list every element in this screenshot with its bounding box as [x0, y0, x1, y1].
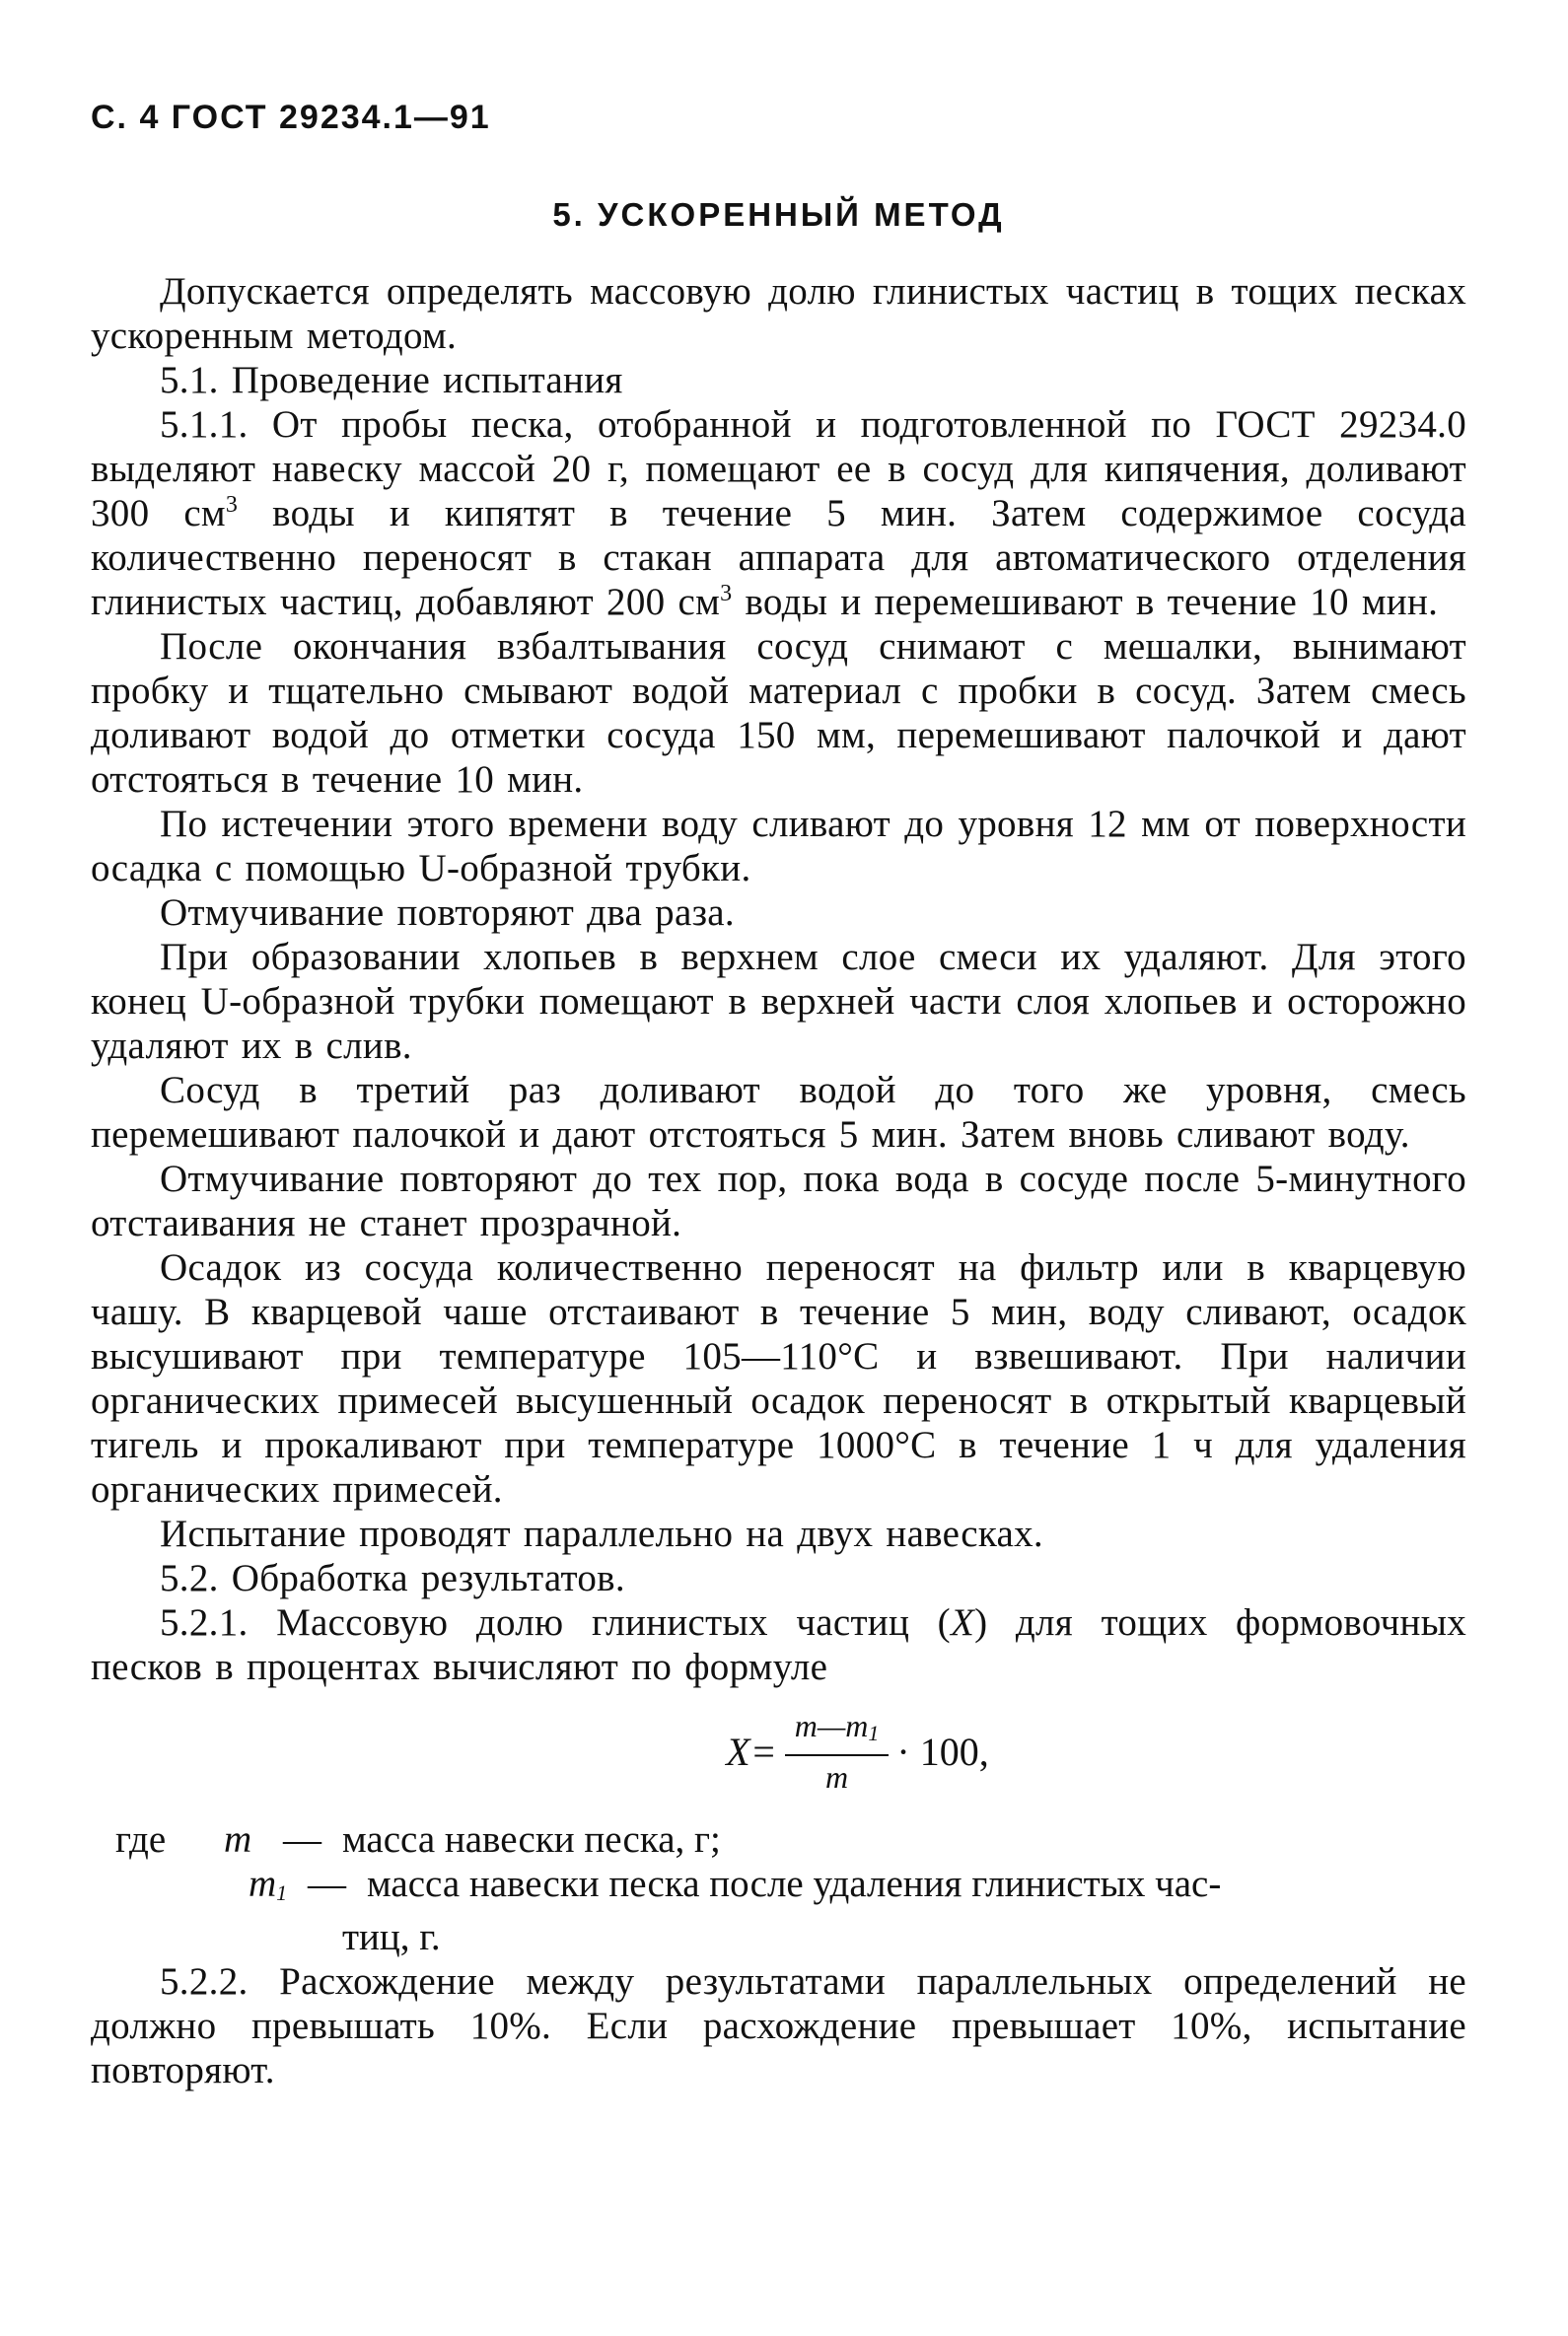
- paragraph-5-2-2: 5.2.2. Расхождение между результатами параллельных определений не должно превышать 10%. Если расхождение превышает 10%, испытание повторяют.: [91, 1960, 1466, 2091]
- formula-rhs: · 100,: [896, 1729, 989, 1774]
- subsection-heading-5-1: 5.1. Проведение испытания: [160, 359, 623, 401]
- symbol-m: m: [224, 1818, 252, 1861]
- text-segment: воды и кипятят в течение 5 мин. Затем содержимое сосуда количественно переносят в стакан аппарата для автоматического отделения глинистых частиц, добавляют 200 см: [91, 492, 1467, 623]
- numerator-text: m—m: [794, 1708, 869, 1743]
- subsection-heading-5-2: 5.2. Обработка результатов.: [160, 1557, 625, 1599]
- numerator-subscript: 1: [868, 1721, 880, 1745]
- paragraph: Испытание проводят параллельно на двух навесках.: [160, 1513, 1043, 1555]
- text-segment: воды и перемешивают в течение 10 мин.: [732, 581, 1439, 623]
- where-row-m: [91, 1817, 1466, 1862]
- paragraph: Отмучивание повторяют два раза.: [160, 891, 735, 934]
- paragraph: По истечении этого времени воду сливают до уровня 12 мм от поверхности осадка с помощью U-образной трубки.: [91, 803, 1466, 889]
- symbol-m1-base: m: [249, 1863, 277, 1905]
- paragraph: Отмучивание повторяют до тех пор, пока вода в сосуде после 5-минутного отстаивания не станет прозрачной.: [91, 1158, 1466, 1244]
- formula: [91, 1707, 1466, 1796]
- where-block: [91, 1817, 1466, 1959]
- running-header: С. 4 ГОСТ 29234.1—91: [91, 99, 491, 136]
- dash: —: [308, 1863, 346, 1905]
- section-title: 5. УСКОРЕННЫЙ МЕТОД: [552, 196, 1005, 233]
- symbol-m-description: масса навески песка, г;: [342, 1818, 721, 1861]
- variable-x: X: [950, 1601, 975, 1644]
- symbol-m1-subscript: 1: [276, 1880, 288, 1905]
- formula-lhs: X=: [726, 1729, 777, 1774]
- symbol-m1: [249, 1862, 308, 1915]
- paragraph-intro: Допускается определять массовую долю глинистых частиц в тощих песках ускоренным методом.: [91, 270, 1466, 357]
- formula-fraction: [785, 1707, 890, 1796]
- dash: —: [283, 1818, 321, 1861]
- paragraph: Сосуд в третий раз доливают водой до того же уровня, смесь перемешивают палочкой и дают отстояться 5 мин. Затем вновь сливают воду.: [91, 1069, 1466, 1156]
- paragraph-5-1-1: [91, 402, 1466, 624]
- symbol-m1-description: масса навески песка после удаления глинистых час-: [367, 1863, 1222, 1905]
- superscript: 3: [720, 581, 733, 606]
- document-page: [91, 99, 1466, 2092]
- where-row-m1: [91, 1862, 1466, 1915]
- text-segment: 5.1.1. От пробы песка, отобранной и подготовленной по ГОСТ 29234.0 выделяют навеску массой 20 г, помещают ее в сосуд для кипячения, доливают 300 см: [91, 403, 1466, 534]
- paragraph: Осадок из сосуда количественно переносят на фильтр или в кварцевую чашу. В кварцевой чаше отстаивают в течение 5 мин, воду сливают, осадок высушивают при температуре 105—110°С и взвешивают. При наличии органических примесей высушенный осадок переносят в открытый кварцевый тигель и прокаливают при температуре 1000°С в течение 1 ч для удаления органических примесей.: [91, 1246, 1466, 1511]
- paragraph: После окончания взбалтывания сосуд снимают с мешалки, вынимают пробку и тщательно смывают водой материал с пробки в сосуд. Затем смесь доливают водой до отметки сосуда 150 мм, перемешивают палочкой и дают отстояться в течение 10 мин.: [91, 625, 1466, 801]
- formula-denominator: m: [825, 1759, 849, 1795]
- paragraph-5-2-1: [91, 1600, 1466, 1689]
- where-lead: где: [115, 1818, 167, 1861]
- paragraph: При образовании хлопьев в верхнем слое смеси их удаляют. Для этого конец U-образной трубки помещают в верхней части слоя хлопьев и осторожно удаляют их в слив.: [91, 936, 1466, 1067]
- text-segment: ) для тощих формовочных песков в процентах вычисляют по формуле: [91, 1601, 1467, 1688]
- formula-numerator: [785, 1707, 890, 1756]
- text-segment: 5.2.1. Массовую долю глинистых частиц (: [160, 1601, 951, 1644]
- superscript: 3: [225, 492, 239, 518]
- symbol-m1-description-continued: тиц, г.: [342, 1916, 441, 1958]
